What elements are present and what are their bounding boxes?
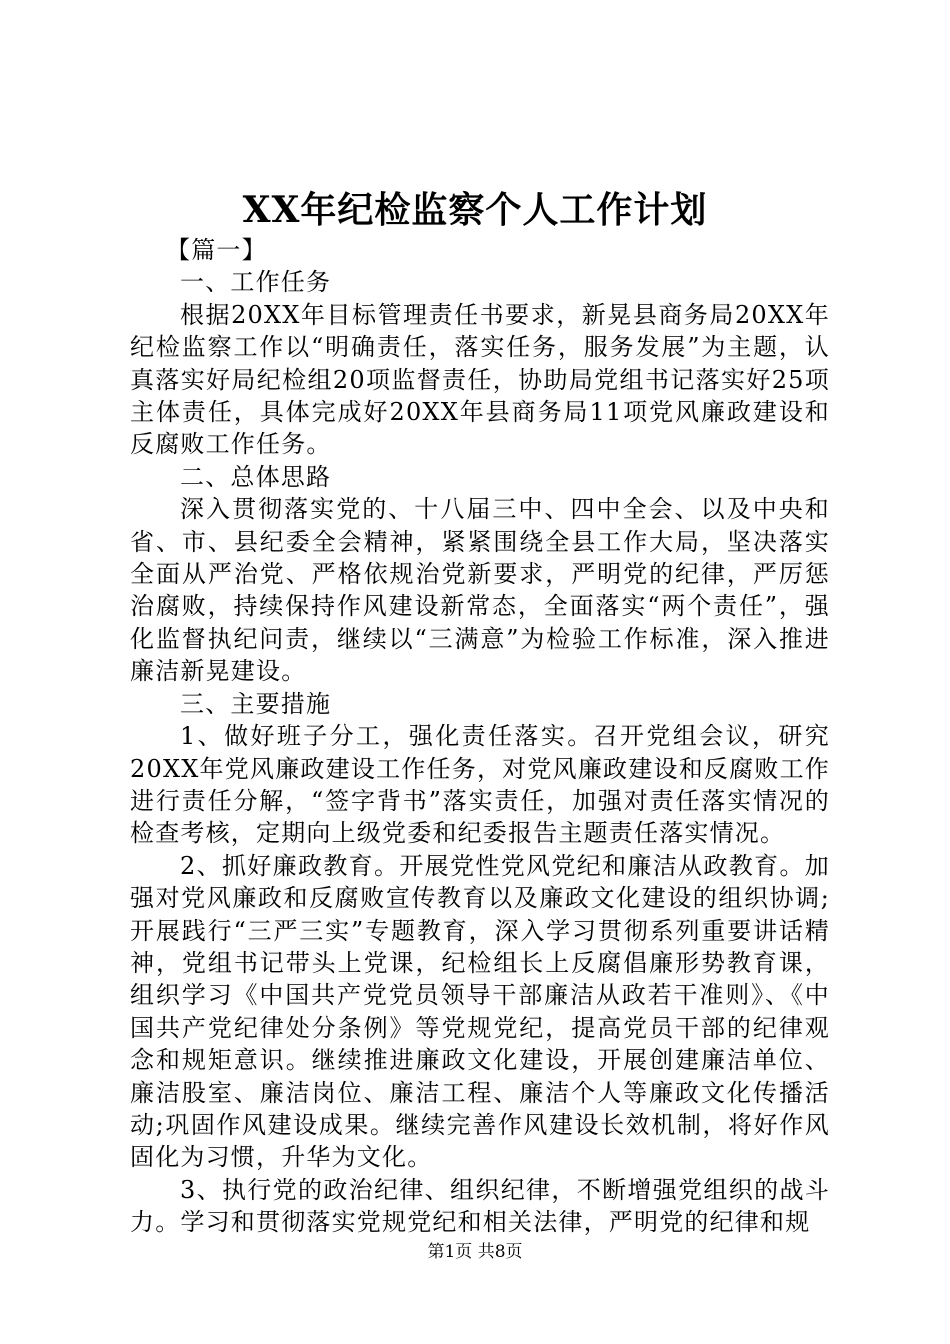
heading-overall-approach: 二、总体思路 — [180, 462, 332, 491]
heading-main-measures: 三、主要措施 — [180, 689, 332, 718]
section-tag: 【篇一】 — [166, 236, 267, 264]
paragraph-measure-2: 2、抓好廉政教育。开展党性党风党纪和廉洁从政教育。加强对党风廉政和反腐败宣传教育以及廉政文化建设的组织协调;开展践行“三严三实”专题教育，深入学习贯彻系列重要讲话精神，党组书记带头上党课，纪检组长上反腐倡廉形势教育课，组织学习《中国共产党党员领导干部廉洁从政若干准则》、《中国共产党纪律处分条例》等党规党纪，提高党员干部的纪律观念和规矩意识。继续推进廉政文化建设，开展创建廉洁单位、廉洁股室、廉洁岗位、廉洁工程、廉洁个人等廉政文化传播活动;巩固作风建设成果。继续完善作风建设长效机制，将好作风固化为习惯，升华为文化。 — [130, 851, 830, 1172]
paragraph-overall-approach: 深入贯彻落实党的、十八届三中、四中全会、以及中央和省、市、县纪委全会精神，紧紧围绕全县工作大局，坚决落实全面从严治党、严格依规治党新要求，严明党的纪律，严厉惩治腐败，持续保持作风建设新常态，全面落实“两个责任”，强化监督执纪问责，继续以“三满意”为检验工作标准，深入推进廉洁新晃建设。 — [130, 495, 830, 686]
page-footer: 第1页 共8页 — [427, 1242, 523, 1262]
paragraph-measure-3: 3、执行党的政治纪律、组织纪律，不断增强党组织的战斗力。学习和贯彻落实党规党纪和相关法律，严明党的纪律和规 — [130, 1175, 830, 1237]
heading-work-tasks: 一、工作任务 — [180, 268, 332, 297]
document-body — [130, 234, 830, 1239]
paragraph-measure-1: 1、做好班子分工，强化责任落实。召开党组会议，研究20XX年党风廉政建设工作任务，对党风廉政建设和反腐败工作进行责任分解，“签字背书”落实责任，加强对责任落实情况的检查考核，定期向上级党委和纪委报告主题责任落实情况。 — [130, 722, 830, 848]
paragraph-work-tasks: 根据20XX年目标管理责任书要求，新晃县商务局20XX年纪检监察工作以“明确责任，落实任务，服务发展”为主题，认真落实好局纪检组20项监督责任，协助局党组书记落实好25项主体责任，具体完成好20XX年县商务局11项党风廉政建设和反腐败工作任务。 — [130, 300, 830, 459]
document-title: XX年纪检监察个人工作计划 — [242, 189, 708, 231]
